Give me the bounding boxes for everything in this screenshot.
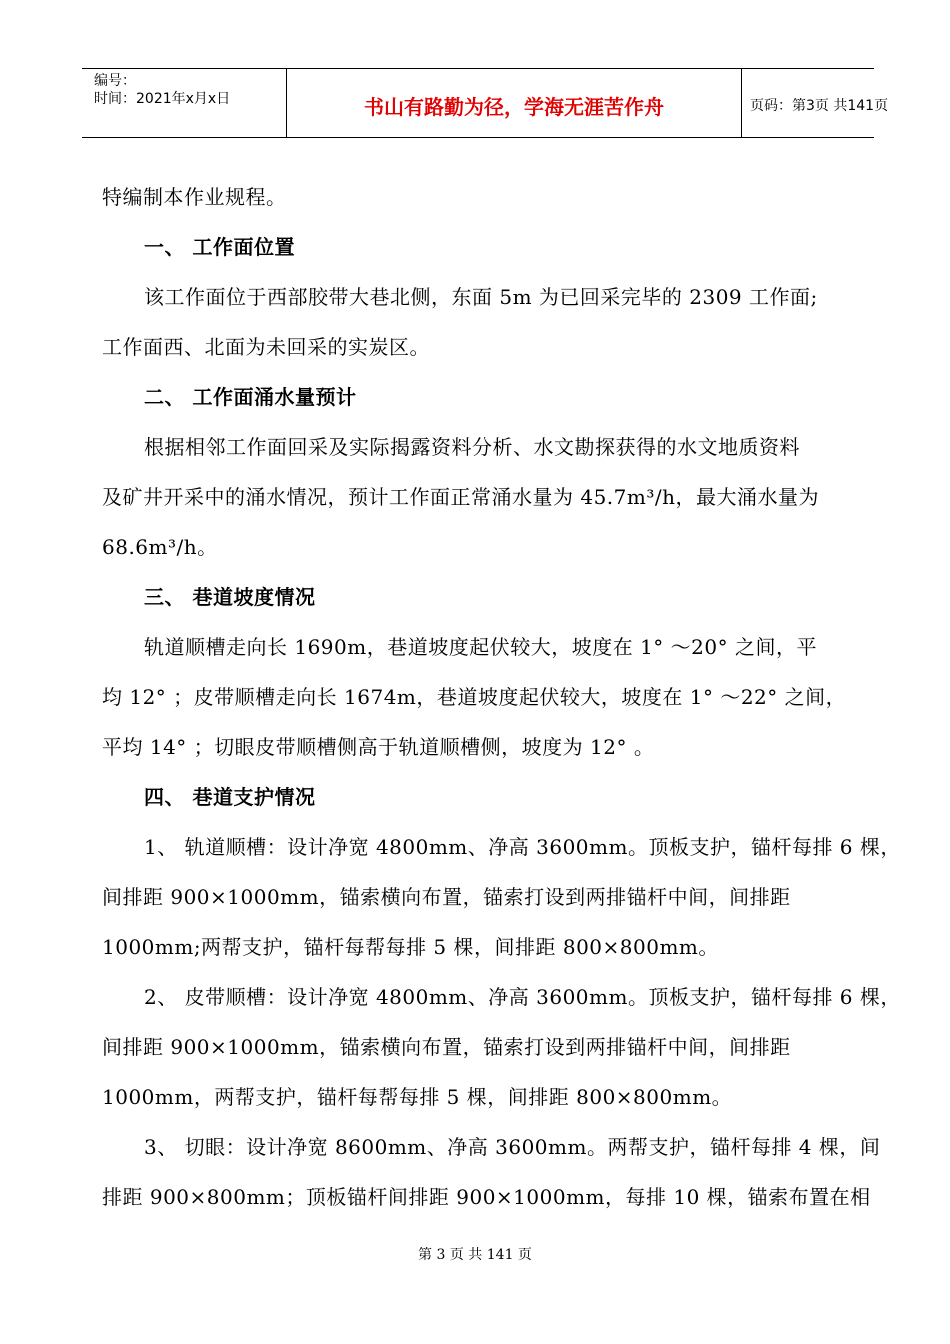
section-heading-1: 一、 工作面位置: [144, 235, 295, 259]
page-footer: 第 3 页 共 141 页: [418, 1247, 532, 1263]
doc-time: 时间：2021年x月x日: [94, 91, 231, 107]
body-line: 均 12° ；皮带顺槽走向长 1674m，巷道坡度起伏较大，坡度在 1° ～22° 之间，: [102, 685, 847, 709]
body-line: 1、 轨道顺槽：设计净宽 4800mm、净高 3600mm。顶板支护，锚杆每排 6 棵，: [144, 835, 901, 859]
body-line: 特编制本作业规程。: [102, 185, 287, 209]
header-info-cell: [82, 69, 286, 137]
body-line: 68.6m³/h。: [102, 535, 218, 559]
body-line: 排距 900×800mm；顶板锚杆间排距 900×1000mm，每排 10 棵，锚索布置在相: [102, 1185, 871, 1209]
body-line: 3、 切眼：设计净宽 8600mm、净高 3600mm。两帮支护，锚杆每排 4 棵，间: [144, 1135, 881, 1159]
header-page-cell: [742, 69, 889, 137]
header-page-code: 页码：第3页 共141页: [750, 98, 889, 114]
body-line: 间排距 900×1000mm，锚索横向布置，锚索打设到两排锚杆中间，间排距: [102, 1035, 791, 1059]
body-line: 1000mm，两帮支护，锚杆每帮每排 5 棵，间排距 800×800mm。: [102, 1085, 733, 1109]
document-body: [102, 172, 901, 1222]
body-line: 根据相邻工作面回采及实际揭露资料分析、水文勘探获得的水文地质资料: [144, 435, 800, 459]
section-heading-3: 三、 巷道坡度情况: [144, 585, 316, 609]
body-line: 及矿井开采中的涌水情况，预计工作面正常涌水量为 45.7m³/h，最大涌水量为: [102, 485, 819, 509]
doc-number: 编号：: [94, 73, 136, 89]
section-heading-4: 四、 巷道支护情况: [144, 785, 316, 809]
section-heading-2: 二、 工作面涌水量预计: [144, 385, 357, 409]
body-line: 该工作面位于西部胶带大巷北侧，东面 5m 为已回采完毕的 2309 工作面;: [144, 285, 818, 309]
body-line: 工作面西、北面为未回采的实炭区。: [102, 335, 430, 359]
body-line: 2、 皮带顺槽：设计净宽 4800mm、净高 3600mm。顶板支护，锚杆每排 6 棵，: [144, 985, 901, 1009]
body-line: 轨道顺槽走向长 1690m，巷道坡度起伏较大，坡度在 1° ～20° 之间，平: [144, 635, 817, 659]
page-header: [82, 68, 889, 138]
header-motto-cell: [286, 69, 742, 137]
body-line: 1000mm;两帮支护，锚杆每帮每排 5 棵，间排距 800×800mm。: [102, 935, 719, 959]
body-line: 平均 14° ；切眼皮带顺槽侧高于轨道顺槽侧，坡度为 12° 。: [102, 735, 655, 759]
header-motto: 书山有路勤为径，学海无涯苦作舟: [364, 95, 664, 119]
body-line: 间排距 900×1000mm，锚索横向布置，锚索打设到两排锚杆中间，间排距: [102, 885, 791, 909]
